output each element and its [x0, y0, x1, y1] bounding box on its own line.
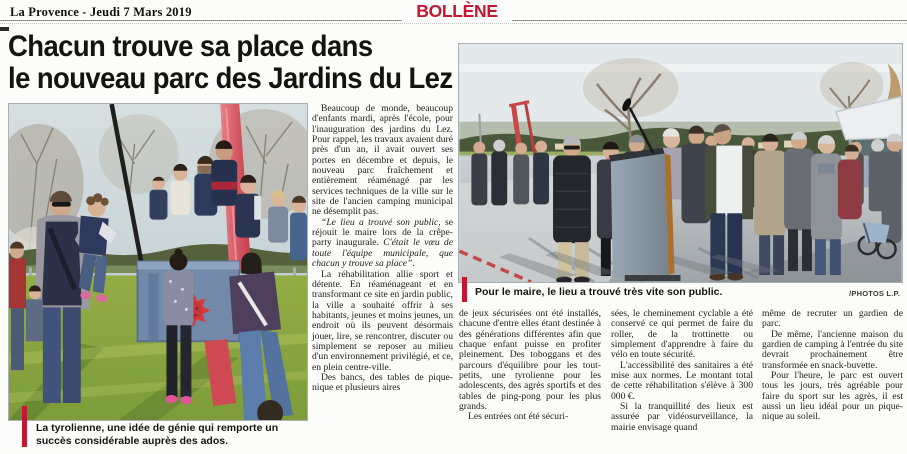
paragraph: L'accessibilité des sanitaires a été mise aux normes. Le montant total de cette réhabilitation s'élève à 300 000 €. [611, 359, 753, 402]
paragraph: Pour l'heure, le parc est ouvert tous les jours, très agréable pour faire du sport sur les agrès, il est aussi un lieu idéal pour un pique-nique au soleil. [762, 370, 903, 423]
paragraph: de jeux sécurisées ont été installés, chacune d'entre elles étant destinée à des générations différentes afin que chaque enfant puisse en profiter pleinement. Des toboggans et des parcours d'équilibre pour les tout-petits, une tyrolienne pour les adolescents, des agrès sportifs et des tables de ping-pong pour les plus grands. [459, 308, 601, 413]
photo-caption-right: Pour le maire, le lieu a trouvé très vite son public. [475, 286, 723, 298]
paragraph-quote [312, 218, 453, 270]
quote-text: C'était le vœu de toute l'équipe municipale, que chacun y trouve sa place” [312, 237, 453, 270]
headline-line2: le nouveau parc des Jardins du Lez [8, 61, 453, 95]
quote-end: . [412, 258, 415, 270]
headline-line1: Chacun trouve sa place dans [8, 30, 373, 63]
paragraph: Beaucoup de monde, beaucoup d'enfants mardi, après l'école, pour l'inauguration des jardins du Lez. Pour rappel, les travaux avaient duré près d'un an, il avait ouvert ses portes en décembre et depuis, le nouveau parc fraîchement et entièrement réaménagé par les services techniques de la ville sur le site de l'ancien camping municipal ne désemplit pas. [312, 103, 453, 218]
article-headline [8, 31, 453, 94]
inauguration-photo-illustration [459, 44, 902, 282]
paragraph: même de recruter un gardien de parc. [762, 308, 903, 330]
caption-accent-bar [22, 406, 27, 447]
paragraph: sées, le cheminement cyclable a été conservé ce qui permet de faire du roller, de la trottinette ou simplement d'apprendre à faire du vélo en toute sécurité. [611, 308, 753, 361]
photo-inauguration [458, 43, 903, 283]
quote-text: “Le lieu a trouvé son public, [321, 216, 441, 228]
paragraph: Les entrées ont été sécuri- [468, 411, 569, 423]
playground-photo-illustration [9, 104, 307, 420]
caption-accent-bar [462, 277, 467, 302]
paragraph: La réhabilitation allie sport et détente. En réaménageant et en transformant ce site en jardin public, la ville a souhaité offrir à ses habitants, jeunes et moins jeunes, un endroit où ils peuvent désormais jouer, lire, se rencontrer, discuter ou simplement se reposer au milieu d'un environnement privilégié, et ce, en plein centre-ville. [312, 268, 453, 373]
article-column-4 [762, 309, 903, 454]
paragraph: Des bancs, des tables de pique-nique et plusieurs aires [312, 371, 453, 394]
article-column-3 [611, 309, 753, 454]
photo-caption-left: La tyrolienne, une idée de génie qui remporte un succès considérable auprès des ados. [36, 422, 279, 447]
article-column-1 [312, 104, 453, 454]
photo-playground [8, 103, 308, 421]
quote-attribution: se réjouit le maire lors de la crêpe-party inaugurale. [312, 216, 454, 249]
article-column-2 [459, 309, 601, 454]
photo-credit: /PHOTOS L.P. [849, 289, 900, 298]
paragraph: Si la tranquillité des lieux est assurée par vidéosurveillance, la mairie envisage quand [611, 401, 753, 433]
masthead-edition: La Provence - Jeudi 7 Mars 2019 [10, 5, 192, 19]
paragraph: De même, l'ancienne maison du gardien de camping à l'entrée du site devrait prochainement être transformée en snack-buvette. [762, 328, 903, 371]
section-label: BOLLÈNE [402, 1, 512, 22]
masthead-rule-dotted [0, 23, 907, 24]
